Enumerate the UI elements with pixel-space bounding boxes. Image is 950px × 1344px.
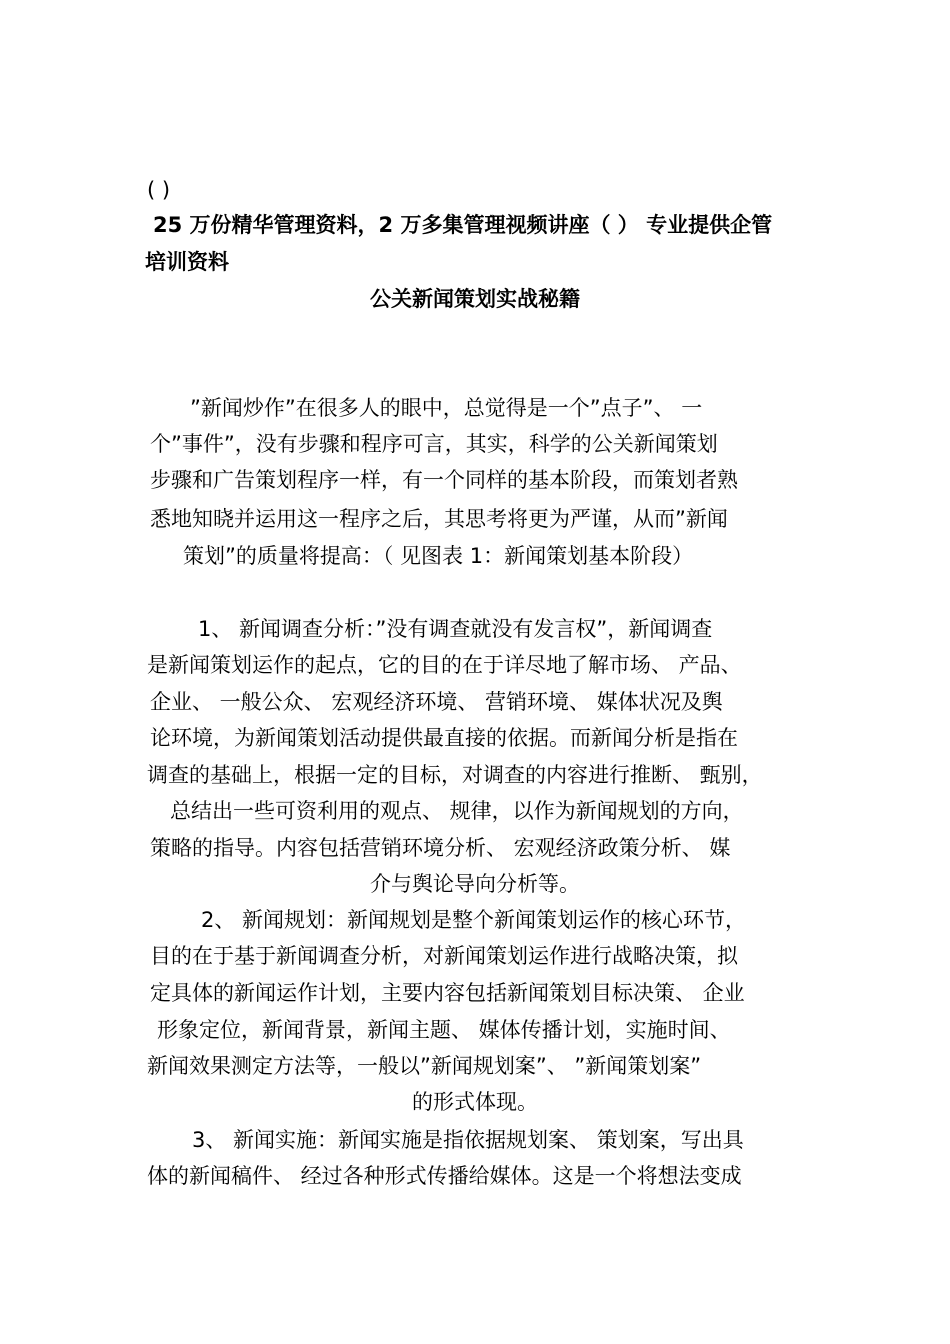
section-3-line: 体的新闻稿件、 经过各种形式传播给媒体。这是一个将想法变成 bbox=[147, 1164, 742, 1188]
section-2-line: 的形式体现。 bbox=[412, 1090, 538, 1114]
header-parens: ( ) bbox=[147, 178, 171, 202]
section-2-line: 形象定位，新闻背景，新闻主题、 媒体传播计划，实施时间、 bbox=[157, 1018, 731, 1042]
section-3-line: 3、 新闻实施：新闻实施是指依据规划案、 策划案，写出具 bbox=[192, 1128, 744, 1152]
section-1-line: 介与舆论导向分析等。 bbox=[370, 872, 580, 896]
section-1-line: 企业、 一般公众、 宏观经济环境、 营销环境、 媒体状况及舆 bbox=[150, 690, 723, 714]
section-1-line: 调查的基础上，根据一定的目标，对调查的内容进行推断、 甄别， bbox=[147, 763, 763, 787]
intro-line: 策划”的质量将提高：（ 见图表 1：新闻策划基本阶段） bbox=[183, 544, 694, 568]
intro-line: ”新闻炒作”在很多人的眼中，总觉得是一个”点子”、 一 bbox=[190, 396, 703, 420]
section-2-line: 2、 新闻规划：新闻规划是整个新闻策划运作的核心环节， bbox=[201, 908, 747, 932]
intro-line: 悉地知晓并运用这一程序之后，其思考将更为严谨，从而”新闻 bbox=[150, 507, 728, 531]
promo-line-1: 25 万份精华管理资料，2 万多集管理视频讲座（ ） 专业提供企管 bbox=[153, 213, 773, 237]
section-2-line: 定具体的新闻运作计划，主要内容包括新闻策划目标决策、 企业 bbox=[150, 981, 745, 1005]
section-1-line: 1、 新闻调查分析：”没有调查就没有发言权”，新闻调查 bbox=[198, 617, 713, 641]
promo-line-2: 培训资料 bbox=[145, 250, 229, 274]
intro-line: 步骤和广告策划程序一样，有一个同样的基本阶段，而策划者熟 bbox=[150, 468, 738, 492]
intro-line: 个”事件”，没有步骤和程序可言，其实，科学的公关新闻策划 bbox=[150, 432, 718, 456]
section-1-line: 策略的指导。内容包括营销环境分析、 宏观经济政策分析、 媒 bbox=[150, 836, 731, 860]
section-1-line: 总结出一些可资利用的观点、 规律，以作为新闻规划的方向， bbox=[170, 799, 744, 823]
page-title: 公关新闻策划实战秘籍 bbox=[370, 287, 580, 311]
section-1-line: 是新闻策划运作的起点，它的目的在于详尽地了解市场、 产品、 bbox=[147, 653, 742, 677]
section-1-line: 论环境，为新闻策划活动提供最直接的依据。而新闻分析是指在 bbox=[150, 726, 738, 750]
section-2-line: 目的在于基于新闻调查分析，对新闻策划运作进行战略决策，拟 bbox=[150, 944, 738, 968]
section-2-line: 新闻效果测定方法等，一般以”新闻规划案”、 ”新闻策划案” bbox=[147, 1054, 702, 1078]
